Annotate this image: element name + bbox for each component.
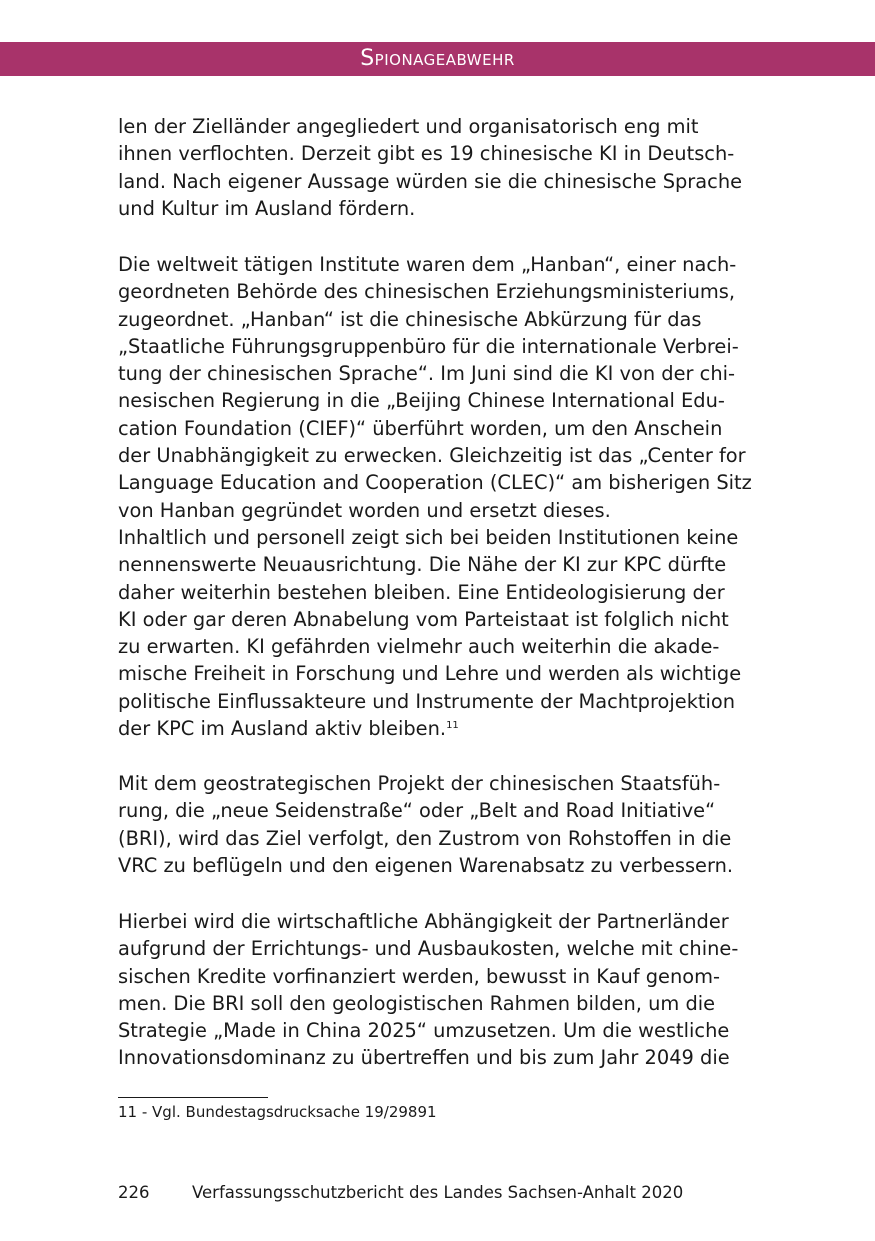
text-line: KI oder gar deren Abnabelung vom Parteistaat ist folglich nicht [118, 607, 729, 631]
text-line: tung der chinesischen Sprache“. Im Juni sind die KI von der chi- [118, 362, 735, 386]
text-line: ihnen verflochten. Derzeit gibt es 19 chinesische KI in Deutsch- [118, 142, 735, 166]
text-line-with-footnote [118, 715, 758, 742]
text-line: aufgrund der Errichtungs- und Ausbaukosten, welche mit chine- [118, 937, 739, 961]
text-line: geordneten Behörde des chinesischen Erziehungsministeriums, [118, 280, 736, 304]
section-title: Spionageabwehr [360, 46, 515, 71]
text-line: (BRI), wird das Ziel verfolgt, den Zustrom von Rohstoffen in die [118, 826, 732, 850]
text-line: Strategie „Made in China 2025“ umzusetzen. Um die westliche [118, 1019, 730, 1043]
text-line: land. Nach eigener Aussage würden sie die chinesische Sprache [118, 169, 743, 193]
page-number: 226 [118, 1183, 150, 1202]
text-line: „Staatliche Führungsgruppenbüro für die internationale Verbrei- [118, 334, 739, 358]
text-line: von Hanban gegründet worden und ersetzt dieses. [118, 498, 611, 522]
text-line: politische Einflussakteure und Instrumente der Machtprojektion [118, 689, 736, 713]
text-line: rung, die „neue Seidenstraße“ oder „Belt and Road Initiative“ [118, 799, 716, 823]
text-line: zu erwarten. KI gefährden vielmehr auch weiterhin die akade- [118, 635, 720, 659]
publication-title: Verfassungsschutzbericht des Landes Sachsen-Anhalt 2020 [192, 1183, 684, 1202]
text-line: Innovationsdominanz zu übertreffen und bis zum Jahr 2049 die [118, 1046, 730, 1070]
text-line: len der Zielländer angegliedert und organisatorisch eng mit [118, 115, 699, 138]
text-line: der KPC im Ausland aktiv bleiben. [118, 717, 447, 741]
text-line: sischen Kredite vorfinanziert werden, bewusst in Kauf genom- [118, 964, 721, 988]
text-line: nesischen Regierung in die „Beijing Chinese International Edu- [118, 389, 725, 413]
paragraph-2 [118, 251, 758, 742]
paragraph-4 [118, 908, 758, 1072]
footnote-divider [118, 1097, 268, 1098]
text-line: VRC zu beflügeln und den eigenen Warenabsatz zu verbessern. [118, 853, 734, 877]
text-line: mische Freiheit in Forschung und Lehre und werden als wichtige [118, 662, 742, 686]
text-line: men. Die BRI soll den geologistischen Rahmen bilden, um die [118, 991, 716, 1015]
paragraph-3 [118, 770, 758, 879]
text-line: und Kultur im Ausland fördern. [118, 196, 416, 220]
text-line: der Unabhängigkeit zu erwecken. Gleichzeitig ist das „Center for [118, 444, 746, 468]
text-line: Hierbei wird die wirtschaftliche Abhängigkeit der Partnerländer [118, 910, 729, 933]
text-line: daher weiterhin bestehen bleiben. Eine Entideologisierung der [118, 580, 725, 604]
text-line: Die weltweit tätigen Institute waren dem „Hanban“, einer nach- [118, 253, 737, 276]
footnote-reference[interactable]: 11 [446, 720, 459, 732]
section-header-bar [0, 42, 875, 76]
footnote: 11 - Vgl. Bundestagsdrucksache 19/29891 [118, 1103, 437, 1121]
paragraph-1 [118, 113, 758, 222]
text-line: nennenswerte Neuausrichtung. Die Nähe der KI zur KPC dürfte [118, 553, 727, 577]
text-line: cation Foundation (CIEF)“ überführt worden, um den Anschein [118, 416, 723, 440]
text-line: Inhaltlich und personell zeigt sich bei beiden Institutionen keine [118, 525, 739, 549]
text-line: Mit dem geostrategischen Projekt der chinesischen Staatsfüh- [118, 772, 721, 795]
text-line: Language Education and Cooperation (CLEC)“ am bisherigen Sitz [118, 471, 752, 495]
text-line: zugeordnet. „Hanban“ ist die chinesische Abkürzung für das [118, 307, 702, 331]
